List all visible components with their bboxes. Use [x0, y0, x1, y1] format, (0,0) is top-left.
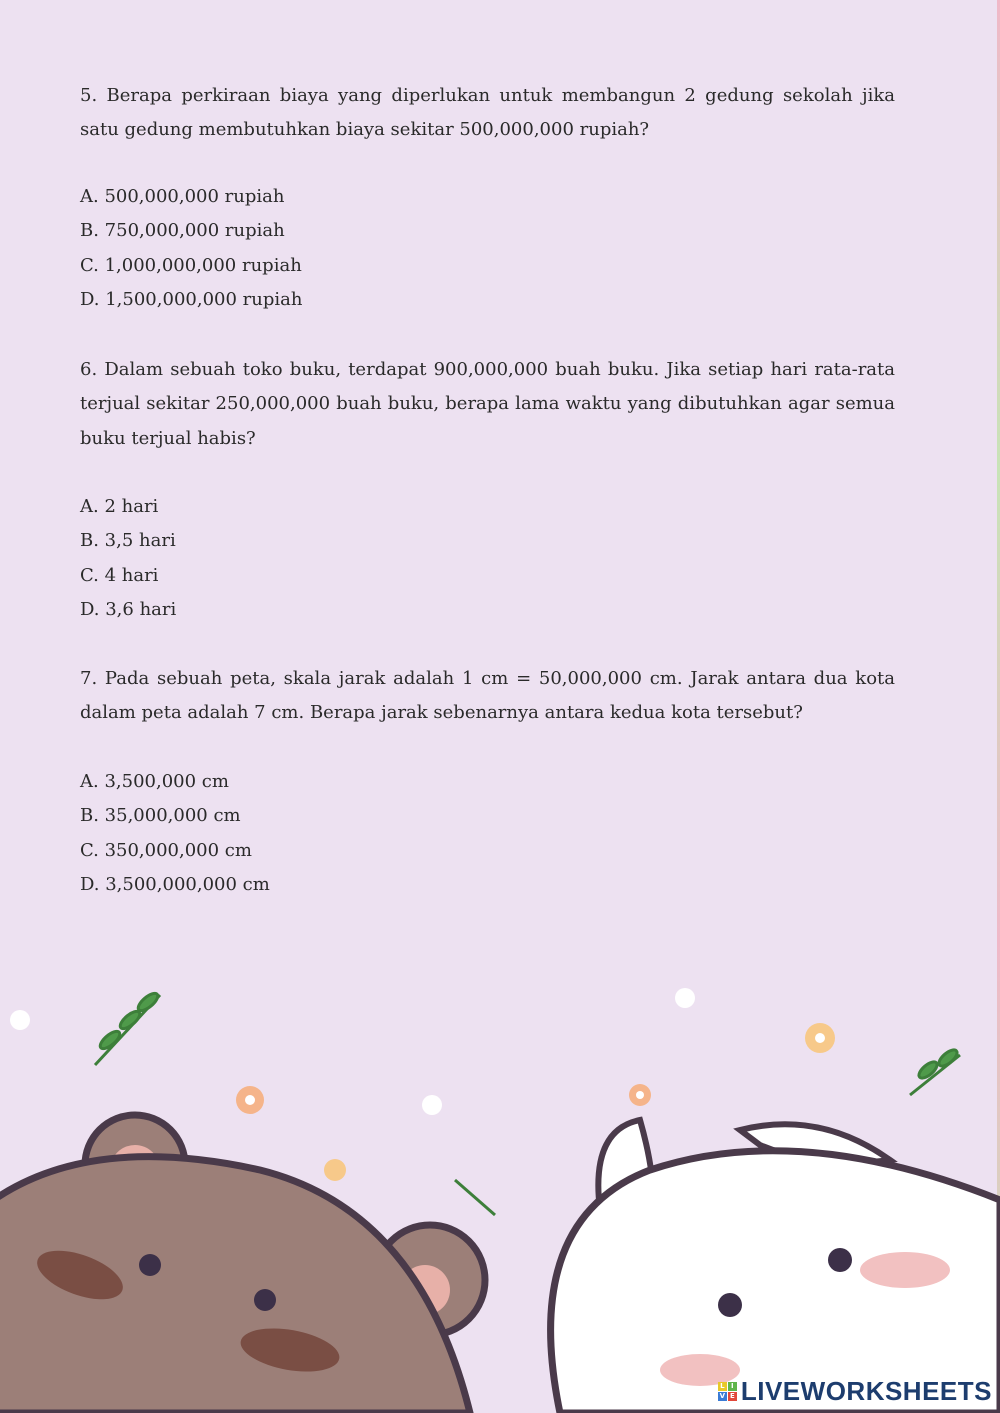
option-a[interactable]: A. 3,500,000 cm — [80, 771, 229, 792]
option-b[interactable]: B. 35,000,000 cm — [80, 805, 241, 827]
options-question-6 — [80, 490, 176, 627]
option-c[interactable]: C. 350,000,000 cm — [80, 839, 252, 861]
option-b[interactable]: B. 3,5 hari — [80, 530, 176, 552]
option-a[interactable]: A. 2 hari — [80, 496, 159, 517]
option-d[interactable]: D. 1,500,000,000 rupiah — [80, 288, 303, 310]
option-a[interactable]: A. 500,000,000 rupiah — [80, 186, 285, 207]
bunny-illustration — [551, 1120, 1000, 1413]
options-question-7 — [80, 765, 270, 902]
option-c[interactable]: C. 4 hari — [80, 564, 159, 586]
question-6: 6. Dalam sebuah toko buku, terdapat 900,000,000 buah buku. Jika setiap hari rata-rata terjual sekitar 250,000,000 buah buku, berapa lama waktu yang dibutuhkan agar semua buku terjual habis? — [80, 359, 895, 449]
question-5: 5. Berapa perkiraan biaya yang diperlukan untuk membangun 2 gedung sekolah jika satu gedung membutuhkan biaya sekitar 500,000,000 rupiah? — [80, 85, 895, 141]
option-b[interactable]: B. 750,000,000 rupiah — [80, 220, 285, 242]
option-d[interactable]: D. 3,500,000,000 cm — [80, 873, 270, 895]
option-d[interactable]: D. 3,6 hari — [80, 598, 177, 620]
logo-text: LIVEWORKSHEETS — [740, 1376, 992, 1406]
bear-illustration — [0, 1115, 485, 1413]
option-c[interactable]: C. 1,000,000,000 rupiah — [80, 254, 302, 276]
liveworksheets-logo[interactable] — [718, 1376, 992, 1407]
options-question-5 — [80, 180, 302, 317]
question-7: 7. Pada sebuah peta, skala jarak adalah 1 cm = 50,000,000 cm. Jarak antara dua kota dalam peta adalah 7 cm. Berapa jarak sebenarnya antara kedua kota tersebut? — [80, 668, 895, 724]
logo-mark-icon: L I V E — [718, 1382, 737, 1401]
bear-bunny-illustration — [0, 970, 1000, 1413]
